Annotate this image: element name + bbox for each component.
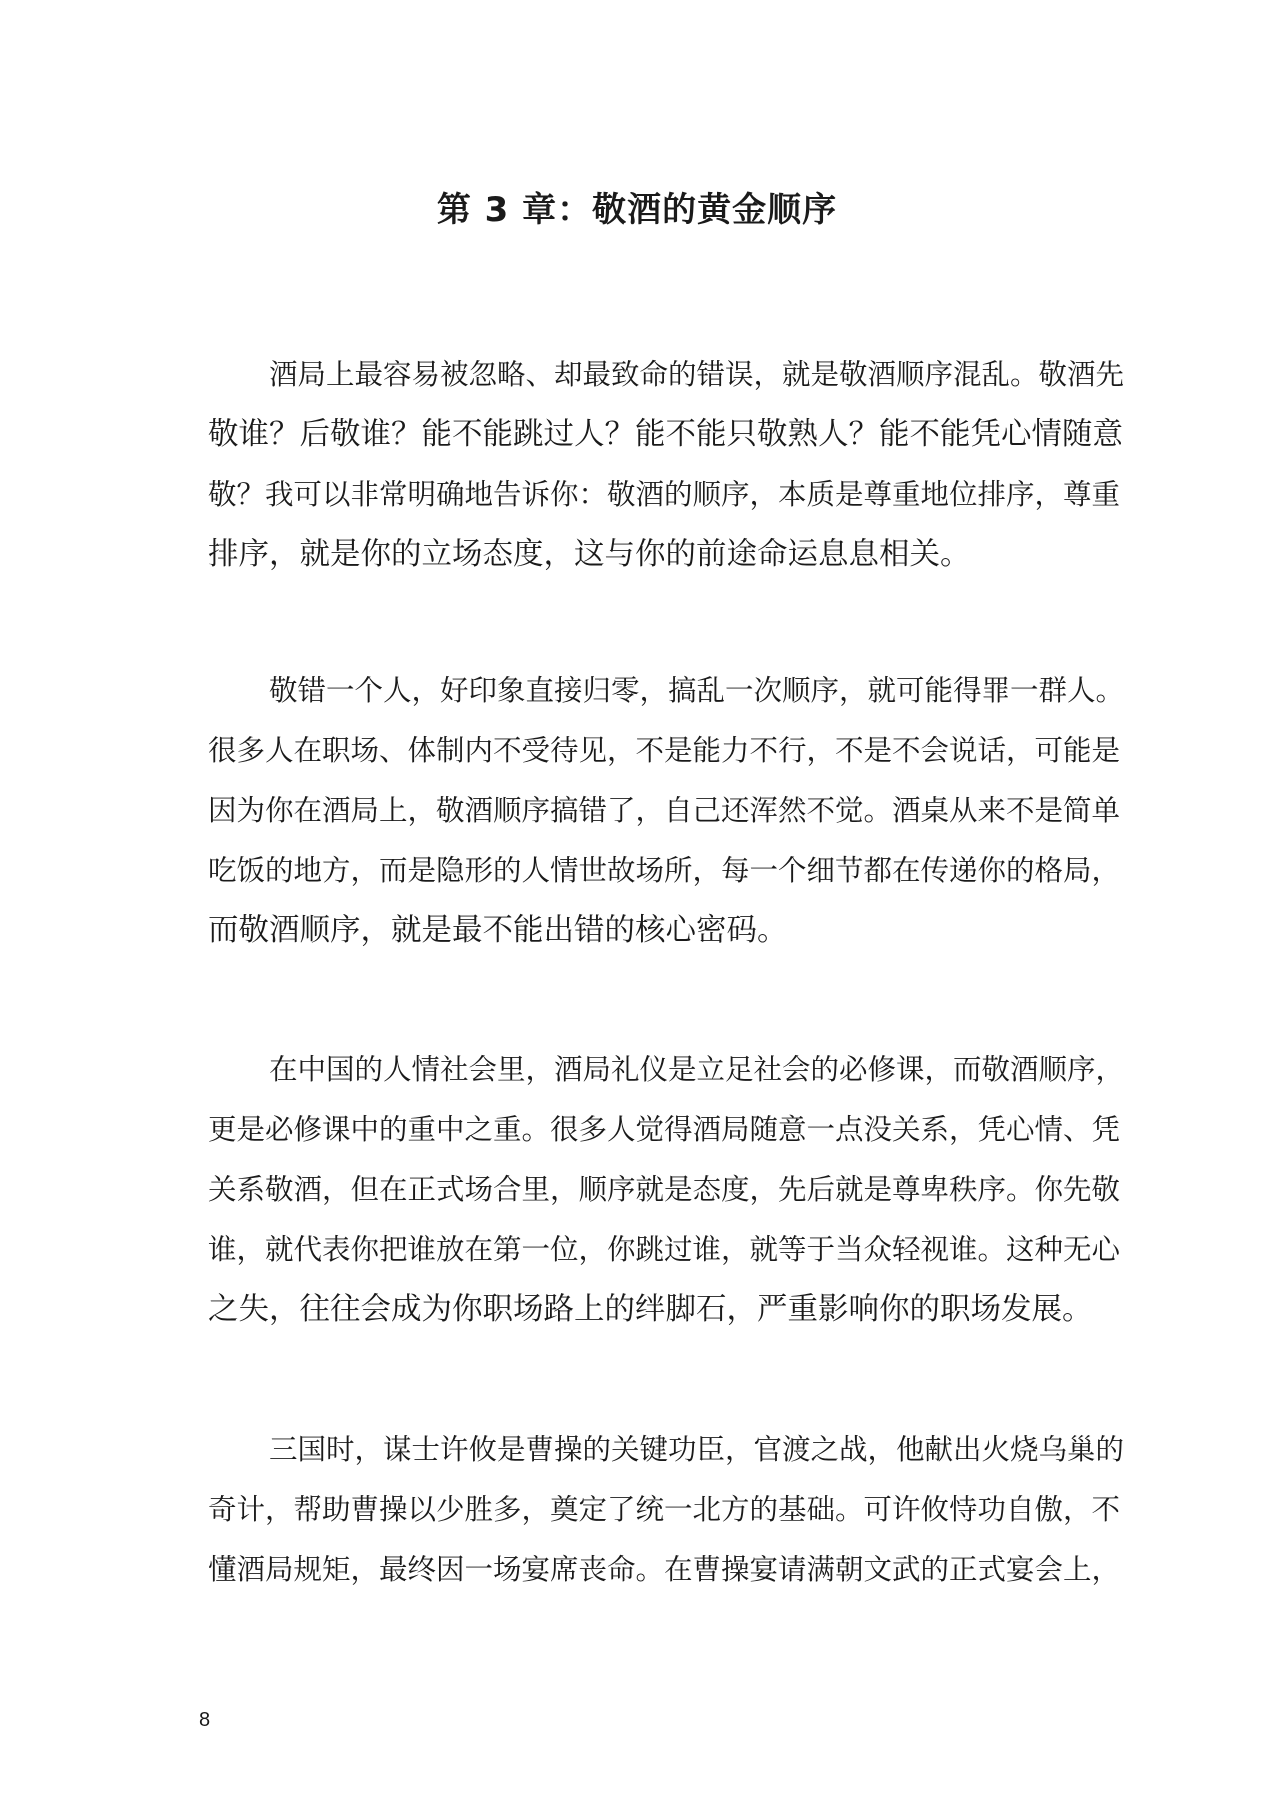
paragraph-line: 三国时，谋士许攸是曹操的关键功臣，官渡之战，他献出火烧乌巢的 [269, 1433, 1125, 1466]
paragraph-4 [208, 1420, 1126, 1600]
paragraph-line: 之失，往往会成为你职场路上的绊脚石，严重影响你的职场发展。 [208, 1292, 1093, 1327]
paragraph-line: 而敬酒顺序，就是最不能出错的核心密码。 [208, 913, 788, 948]
paragraph-3 [208, 1040, 1126, 1340]
paragraph-line: 懂酒局规矩，最终因一场宴席丧命。在曹操宴请满朝文武的正式宴会上， [208, 1553, 1121, 1586]
paragraph-line: 更是必修课中的重中之重。很多人觉得酒局随意一点没关系，凭心情、凭 [208, 1113, 1121, 1146]
paragraph-line: 排序，就是你的立场态度，这与你的前途命运息息相关。 [208, 537, 971, 572]
paragraph-line: 在中国的人情社会里，酒局礼仪是立足社会的必修课，而敬酒顺序， [269, 1053, 1125, 1086]
paragraph-line: 很多人在职场、体制内不受待见，不是能力不行，不是不会说话，可能是 [208, 734, 1121, 767]
paragraph-line: 敬错一个人，好印象直接归零，搞乱一次顺序，就可能得罪一群人。 [269, 674, 1125, 707]
paragraph-line: 谁，就代表你把谁放在第一位，你跳过谁，就等于当众轻视谁。这种无心 [208, 1233, 1121, 1266]
paragraph-line: 因为你在酒局上，敬酒顺序搞错了，自己还浑然不觉。酒桌从来不是简单 [208, 794, 1121, 827]
page-number: 8 [199, 1709, 211, 1731]
paragraph-line: 奇计，帮助曹操以少胜多，奠定了统一北方的基础。可许攸恃功自傲，不 [208, 1493, 1121, 1526]
paragraph-2 [208, 661, 1126, 961]
paragraph-1 [208, 345, 1126, 585]
paragraph-line: 敬？我可以非常明确地告诉你：敬酒的顺序，本质是尊重地位排序，尊重 [208, 478, 1121, 511]
paragraph-line: 酒局上最容易被忽略、却最致命的错误，就是敬酒顺序混乱。敬酒先 [269, 358, 1125, 391]
chapter-title: 第 3 章：敬酒的黄金顺序 [436, 190, 838, 230]
paragraph-line: 关系敬酒，但在正式场合里，顺序就是态度，先后就是尊卑秩序。你先敬 [208, 1173, 1121, 1206]
paragraph-line: 敬谁？后敬谁？能不能跳过人？能不能只敬熟人？能不能凭心情随意 [208, 417, 1123, 452]
paragraph-line: 吃饭的地方，而是隐形的人情世故场所，每一个细节都在传递你的格局， [208, 854, 1121, 887]
